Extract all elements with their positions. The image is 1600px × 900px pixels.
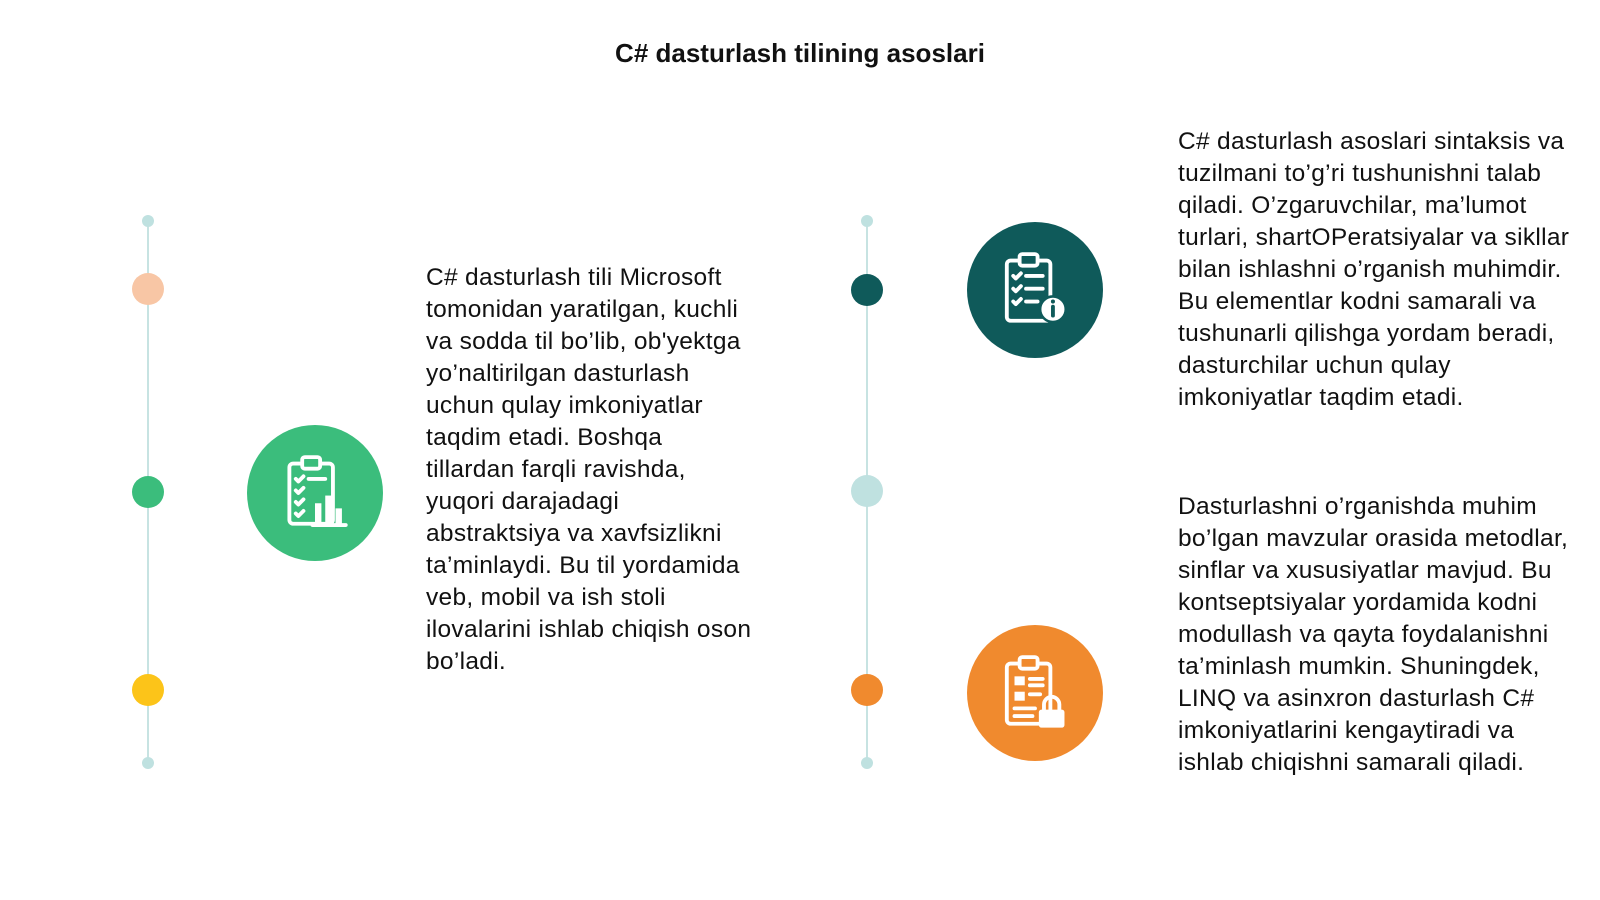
clipboard-checklist-info-icon xyxy=(994,249,1076,331)
right-description-1: C# dasturlash asoslari sintaksis va tuzilmani to’g’ri tushunishni talab qiladi. O’zgaruvchilar, ma’lumot turlari, shartOPeratsiyalar va sikllar bilan ishlashni o’rganish muhimdir. Bu elementlar kodni samarali va tushunarli qilishga yordam beradi, dasturchilar uchun qulay imkoniyatlar taqdim etadi. xyxy=(1178,128,1570,411)
clipboard-chart-circle xyxy=(247,425,383,561)
left-description: C# dasturlash tili Microsoft tomonidan yaratilgan, kuchli va sodda til bo’lib, ob'yektga yo’naltirilgan dasturlash uchun qulay imkoniyatlar taqdim etadi. Boshqa tillardan farqli ravishda, yuqori darajadagi abstraktsiya va xavfsizlikni ta’minlaydi. Bu til yordamida veb, mobil va ish stoli ilovalarini ishlab chiqish oson bo’ladi. xyxy=(426,264,752,675)
right-description-2: Dasturlashni o’rganishda muhim bo’lgan mavzular orasida metodlar, sinflar va xususiyatlar mavjud. Bu kontseptsiyalar yordamida kodni modullash va qayta foydalanishni ta’minlash mumkin. Shuningdek, LINQ va asinxron dasturlash C# imkoniyatlarini kengaytiradi va ishlab chiqishni samarali qiladi. xyxy=(1178,493,1569,776)
clipboard-checklist-info-circle xyxy=(967,222,1103,358)
right-timeline-dot-orange xyxy=(851,674,883,706)
left-timeline-end-dot-bottom xyxy=(142,757,154,769)
right-timeline-dot-dark-teal xyxy=(851,274,883,306)
right-timeline-dot-pale-teal xyxy=(851,475,883,507)
left-timeline-dot-green xyxy=(132,476,164,508)
left-timeline-dot-yellow xyxy=(132,674,164,706)
left-timeline-end-dot-top xyxy=(142,215,154,227)
clipboard-lock-icon xyxy=(994,652,1076,734)
right-timeline-end-dot-top xyxy=(861,215,873,227)
clipboard-chart-icon xyxy=(274,452,356,534)
right-timeline-end-dot-bottom xyxy=(861,757,873,769)
slide-title: C# dasturlash tilining asoslari xyxy=(615,38,985,68)
clipboard-lock-circle xyxy=(967,625,1103,761)
left-timeline-dot-peach xyxy=(132,273,164,305)
